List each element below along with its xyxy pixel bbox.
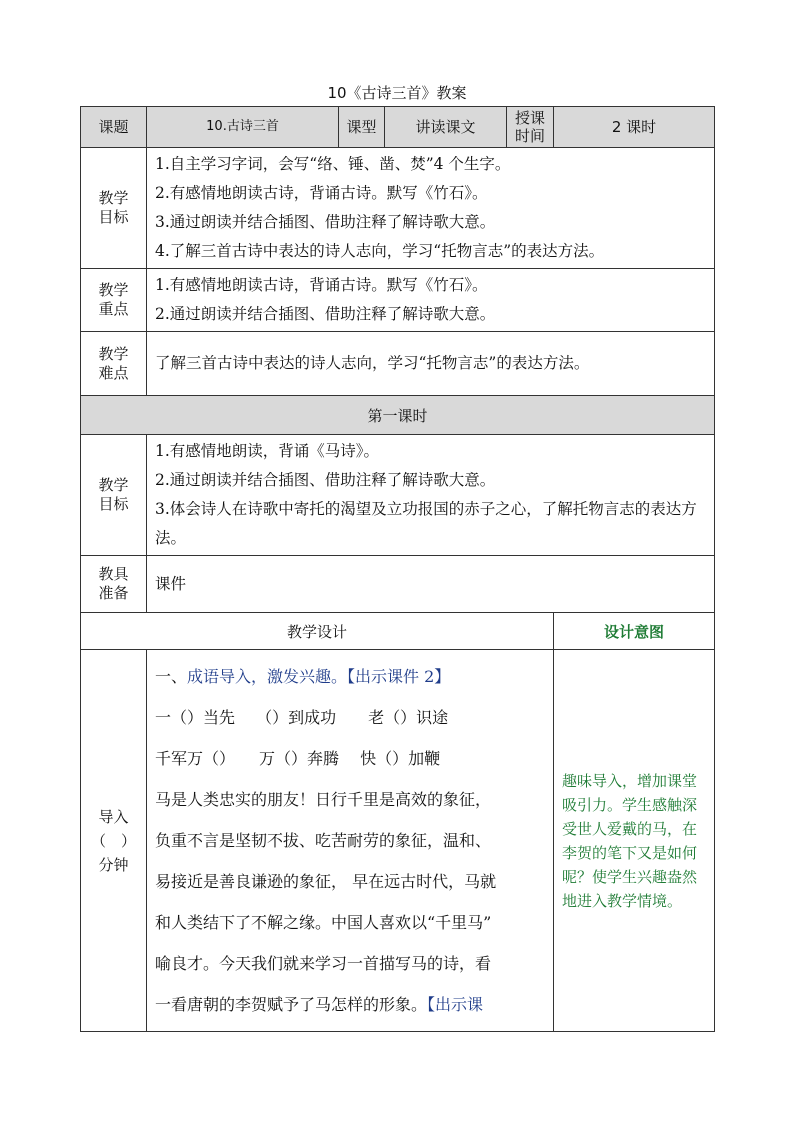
intro-row: [81, 650, 715, 1032]
lesson-plan-table: [80, 106, 715, 1032]
goal-item: 1.自主学习字词，会写“络、锤、凿、焚”4 个生字。: [155, 155, 511, 173]
idiom-line: 一（）当先 （）到成功 老（）识途: [155, 708, 449, 727]
para-line: [155, 984, 549, 1025]
hours-value: 2 课时: [554, 107, 715, 148]
para-line: 马是人类忠实的朋友！日行千里是高效的象征，: [155, 790, 492, 809]
intent-content: 趣味导入，增加课堂吸引力。学生感触深受世人爱戴的马，在李贺的笔下又是如何呢？使学生兴趣盎然地进入教学情境。: [554, 650, 715, 1032]
lesson-goals-content: [147, 435, 715, 556]
key-points-label: 教学 重点: [81, 269, 147, 332]
key-points-content: [147, 269, 715, 332]
para-text: 一看唐朝的李贺赋予了马怎样的形象。: [155, 995, 428, 1014]
lesson-goal-item: 3.体会诗人在诗歌中寄托的渴望及立功报国的赤子之心，了解托物言志的表达方法。: [155, 500, 697, 547]
idiom-line: 千军万（） 万（）奔腾 快（）加鞭: [155, 749, 441, 768]
type-label: 课型: [339, 107, 385, 148]
intro-label: 导入 （ ） 分钟: [81, 650, 147, 1032]
design-header: 教学设计: [81, 613, 554, 650]
para-line: 负重不言是坚韧不拔、吃苦耐劳的象征，温和、: [155, 831, 492, 850]
page-title: 10《古诗三首》教案: [327, 84, 467, 102]
intro-content: [147, 650, 554, 1032]
info-row: [81, 107, 715, 148]
goals-row: [81, 148, 715, 269]
design-header-row: [81, 613, 715, 650]
goal-item: 4.了解三首古诗中表达的诗人志向，学习“托物言志”的表达方法。: [155, 242, 605, 260]
hours-label: 授课 时间: [507, 107, 554, 148]
goals-content: [147, 148, 715, 269]
courseware-tag: 【出示课: [427, 995, 484, 1014]
courseware-tag: 【出示课件 2】: [347, 667, 451, 686]
heading-number: 一、: [155, 667, 188, 686]
topic-value: 10.古诗三首: [147, 107, 339, 148]
prep-label: 教具 准备: [81, 556, 147, 613]
goal-item: 3.通过朗读并结合插图、借助注释了解诗歌大意。: [155, 213, 496, 231]
lesson-goal-item: 2.通过朗读并结合插图、借助注释了解诗歌大意。: [155, 471, 496, 489]
difficulties-label: 教学 难点: [81, 332, 147, 396]
para-line: 和人类结下了不解之缘。中国人喜欢以“千里马”: [155, 913, 492, 932]
type-value: 讲读课文: [385, 107, 507, 148]
lesson-goal-item: 1.有感情地朗读，背诵《马诗》。: [155, 442, 380, 460]
goal-item: 2.有感情地朗读古诗，背诵古诗。默写《竹石》。: [155, 184, 488, 202]
topic-label: 课题: [81, 107, 147, 148]
first-lesson-title: 第一课时: [81, 396, 715, 435]
prep-row: [81, 556, 715, 613]
difficulties-row: [81, 332, 715, 396]
key-point-item: 1.有感情地朗读古诗，背诵古诗。默写《竹石》。: [155, 276, 488, 294]
lesson-goals-row: [81, 435, 715, 556]
intro-heading: [155, 656, 549, 697]
prep-content: 课件: [147, 556, 715, 613]
para-line: 喻良才。今天我们就来学习一首描写马的诗，看: [155, 954, 492, 973]
intent-header: 设计意图: [554, 613, 715, 650]
lesson-goals-label: 教学 目标: [81, 435, 147, 556]
heading-text: 成语导入，激发兴趣。: [187, 667, 348, 686]
para-line: 易接近是善良谦逊的象征， 早在远古时代，马就: [155, 872, 497, 891]
difficulties-content: 了解三首古诗中表达的诗人志向，学习“托物言志”的表达方法。: [147, 332, 715, 396]
key-point-item: 2.通过朗读并结合插图、借助注释了解诗歌大意。: [155, 305, 496, 323]
key-points-row: [81, 269, 715, 332]
goals-label: 教学 目标: [81, 148, 147, 269]
first-lesson-row: [81, 396, 715, 435]
